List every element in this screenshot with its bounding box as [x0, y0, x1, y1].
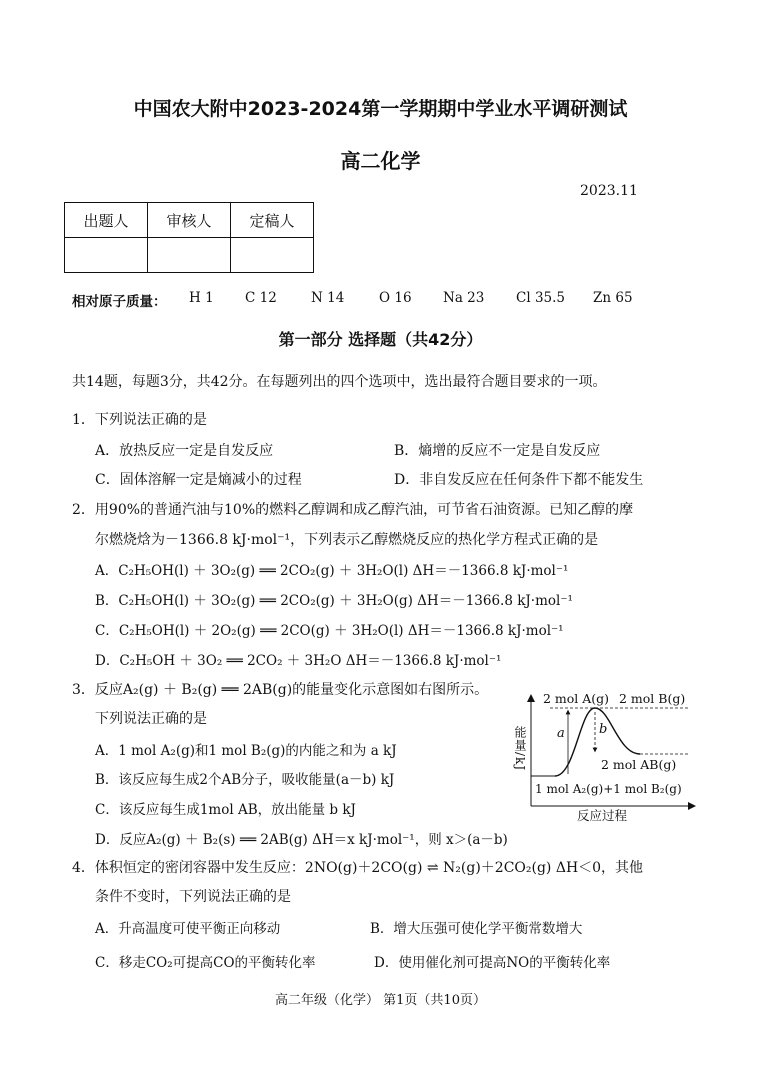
question-stem-cont: 尔燃烧焓为－1366.8 kJ·mol⁻¹，下列表示乙醇燃烧反应的热化学方程式正确的是	[95, 532, 599, 548]
option-d: D．反应A₂(g) ＋ B₂(s) ══ 2AB(g) ΔH＝x kJ·mol⁻¹，则 x＞(a－b)	[95, 832, 508, 848]
table-cell	[65, 238, 148, 273]
table-header: 出题人	[65, 203, 148, 238]
section-instruction: 共14题，每题3分，共42分。在每题列出的四个选项中，选出最符合题目要求的一项。	[72, 374, 607, 390]
atomic-mass-item: C 12	[245, 290, 277, 306]
option-b: B．增大压强可使化学平衡常数增大	[370, 921, 583, 937]
option-a: A．放热反应一定是自发反应	[95, 443, 274, 459]
section-title: 第一部分 选择题（共42分）	[278, 330, 483, 349]
table-header: 定稿人	[231, 203, 314, 238]
option-d: D．非自发反应在任何条件下都不能发生	[394, 472, 644, 488]
option-c: C．该反应每生成1mol AB，放出能量 b kJ	[95, 802, 356, 818]
diagram-label-b: b	[599, 722, 608, 737]
atomic-mass-label: 相对原子质量：	[72, 294, 167, 310]
option-a: A．1 mol A₂(g)和1 mol B₂(g)的内能之和为 a kJ	[95, 743, 397, 759]
option-a: A．升高温度可使平衡正向移动	[95, 921, 281, 937]
table-header: 审核人	[148, 203, 231, 238]
question-stem-cont: 下列说法正确的是	[95, 711, 207, 727]
diagram-ylabel: 能量/kJ	[513, 726, 527, 772]
atomic-mass-item: O 16	[379, 290, 412, 306]
atomic-mass-item: Zn 65	[593, 290, 633, 306]
diagram-label-product: 2 mol AB(g)	[601, 757, 677, 772]
question-stem: 2．用90%的普通汽油与10%的燃料乙醇调和成乙醇汽油，可节省石油资源。已知乙醇的摩	[72, 502, 634, 518]
table-cell	[231, 238, 314, 273]
atomic-mass-item: N 14	[311, 290, 345, 306]
question-stem-cont: 条件不变时，下列说法正确的是	[95, 889, 291, 905]
option-d: D．使用催化剂可提高NO的平衡转化率	[374, 955, 611, 971]
subject-title: 高二化学	[340, 149, 421, 173]
diagram-xlabel: 反应过程	[577, 808, 628, 823]
option-c: C．移走CO₂可提高CO的平衡转化率	[95, 955, 316, 971]
signature-table	[64, 202, 314, 273]
option-a: A．C₂H₅OH(l) ＋ 3O₂(g) ══ 2CO₂(g) ＋ 3H₂O(l) ΔH＝－1366.8 kJ·mol⁻¹	[95, 563, 569, 579]
question-stem: 4．体积恒定的密闭容器中发生反应：2NO(g)＋2CO(g) ⇌ N₂(g)＋2CO₂(g) ΔH＜0，其他	[72, 860, 644, 876]
diagram-label-top-a: 2 mol A(g)	[543, 691, 610, 706]
option-b: B．C₂H₅OH(l) ＋ 3O₂(g) ══ 2CO₂(g) ＋ 3H₂O(g) ΔH＝－1366.8 kJ·mol⁻¹	[95, 593, 573, 609]
question-stem: 3．反应A₂(g) ＋ B₂(g) ══ 2AB(g)的能量变化示意图如右图所示。	[72, 682, 489, 698]
option-b: B．该反应每生成2个AB分子，吸收能量(a－b) kJ	[95, 772, 395, 788]
question-stem: 1．下列说法正确的是	[72, 412, 207, 428]
option-b: B．熵增的反应不一定是自发反应	[394, 443, 601, 459]
atomic-mass-item: Na 23	[443, 290, 485, 306]
atomic-mass-line	[72, 290, 167, 310]
page-footer: 高二年级（化学） 第1页（共10页）	[275, 993, 486, 1008]
option-d: D．C₂H₅OH ＋ 3O₂ ══ 2CO₂ ＋ 3H₂O ΔH＝－1366.8 kJ·mol⁻¹	[95, 653, 502, 669]
diagram-label-reactant: 1 mol A₂(g)+1 mol B₂(g)	[535, 782, 682, 796]
diagram-label-a: a	[557, 726, 565, 741]
option-c: C．固体溶解一定是熵减小的过程	[95, 472, 302, 488]
exam-date: 2023.11	[580, 183, 638, 199]
option-c: C．C₂H₅OH(l) ＋ 2O₂(g) ══ 2CO(g) ＋ 3H₂O(l) ΔH＝－1366.8 kJ·mol⁻¹	[95, 623, 564, 639]
table-cell	[148, 238, 231, 273]
atomic-mass-item: H 1	[189, 290, 214, 306]
diagram-label-top-b: 2 mol B(g)	[619, 691, 686, 706]
exam-title: 中国农大附中2023-2024第一学期期中学业水平调研测试	[133, 98, 628, 120]
atomic-mass-item: Cl 35.5	[516, 290, 565, 306]
